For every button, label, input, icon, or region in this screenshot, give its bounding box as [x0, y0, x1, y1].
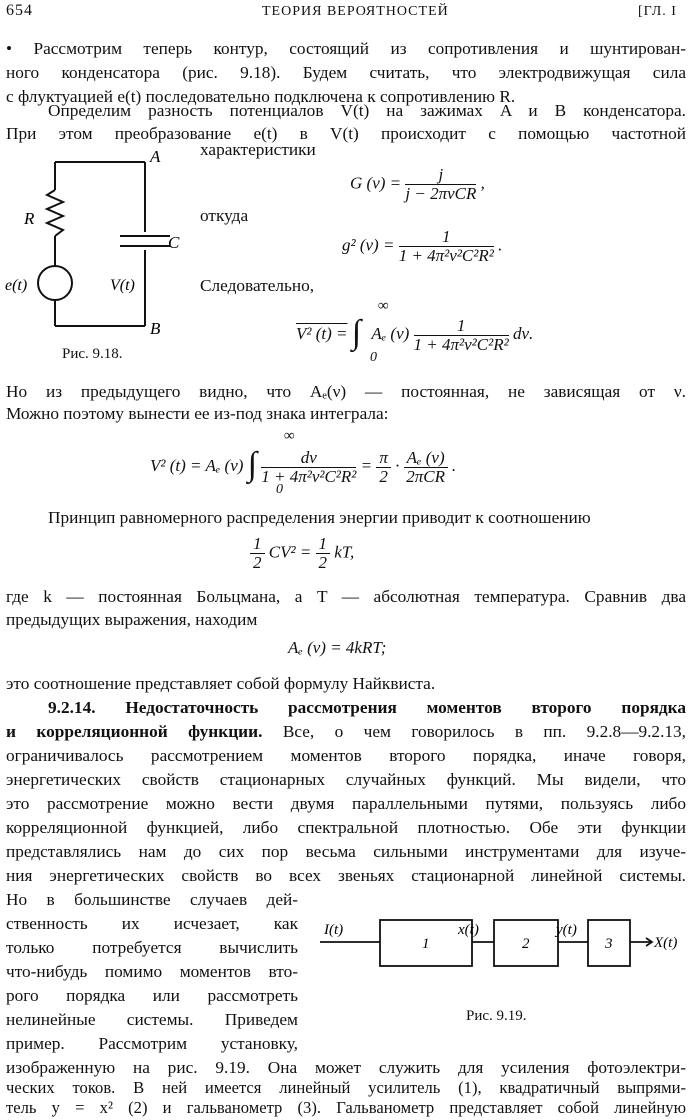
p7-line-5: представлялись нам до сих пор весьма сильными инструментами для изуче-	[6, 842, 686, 861]
p1-line-3: с флуктуацией e(t) последовательно подключена к сопротивлению R.	[6, 87, 516, 106]
p3-line-1: Но из предыдущего видно, что Aₑ(ν) — постоянная, не зависящая от ν.	[6, 382, 686, 401]
label-c: C	[168, 233, 180, 252]
resistor	[47, 190, 63, 236]
p7-line-1: ограничивалось рассмотрением моментов второго порядка, иначе говоря,	[6, 746, 686, 765]
block-3-label: 3	[605, 936, 613, 952]
p8-line-2: ческих токов. В ней имеется линейный усилитель (1), квадратичный выпрями-	[6, 1078, 686, 1097]
p8-narrow-1: Но в большинстве случаев дей-	[6, 890, 298, 909]
sledovatelno: Следовательно,	[200, 276, 315, 295]
p8-narrow-6: нелинейные системы. Приведем	[6, 1010, 298, 1029]
p2-line-1: Определим разность потенциалов V(t) на зажимах A и B конденсатора.	[48, 101, 686, 120]
output-label: X(t)	[654, 935, 678, 951]
p8-line-3: тель y = x² (2) и гальванометр (3). Гальванометр представляет собой линейную	[6, 1098, 686, 1117]
label-e: e(t)	[5, 277, 28, 294]
p2-line-3: характеристики	[200, 140, 316, 159]
figure-9-19	[318, 900, 694, 990]
section-number: 9.2.14.	[48, 698, 96, 717]
p5-line-2: предыдущих выражения, находим	[6, 610, 258, 629]
section-heading-line-1	[48, 696, 686, 720]
p7-line-3: это рассмотрение можно вести двумя параллельными путями, пользуясь либо	[6, 794, 686, 813]
p1-line-1: • Рассмотрим теперь контур, состоящий из сопротивления и шунтирован-	[6, 39, 686, 58]
emf-source	[38, 266, 72, 300]
x-label: x(t)	[458, 922, 479, 938]
p8-line-1: изображенную на рис. 9.19. Она может служить для усиления фотоэлектри-	[6, 1058, 686, 1077]
section-title-2: и корреляционной функции.	[6, 722, 263, 741]
y-label: y(t)	[556, 922, 577, 938]
p8-narrow-7: пример. Рассмотрим установку,	[6, 1034, 298, 1053]
chapter-marker: [ГЛ. I	[638, 4, 677, 19]
formula-equipartition: $\frac{1}{2}$ CV² = $\frac{1}{2}$ kT,	[250, 535, 354, 572]
block-2-label: 2	[522, 936, 530, 952]
otkuda: откуда	[200, 206, 249, 225]
label-a: A	[150, 150, 161, 166]
label-v: V(t)	[110, 277, 135, 294]
p7-line-6: ния энергетических свойств во всех звеньях стационарной линейной системы.	[6, 866, 686, 885]
p8-narrow-3: только потребуется вычислить	[6, 938, 298, 957]
formula-nyquist: Aₑ (ν) = 4kRT;	[288, 638, 387, 657]
p8-narrow-2: ственность их исчезает, как	[6, 914, 298, 933]
block-1-label: 1	[422, 936, 430, 952]
p6: это соотношение представляет собой формулу Найквиста.	[6, 674, 436, 693]
fig-9-19-caption: Рис. 9.19.	[466, 1008, 527, 1024]
running-title: ТЕОРИЯ ВЕРОЯТНОСТЕЙ	[262, 4, 449, 19]
section-heading-line-2	[6, 720, 686, 744]
section-title-1: Недостаточность рассмотрения моментов второго порядка	[125, 698, 686, 717]
formula-v2-constant: V² (t) = Aₑ (ν) ∫ ∞ 0 $\frac{d\nu}{\text{1 + 4π²ν²C²R²}}$ = $\frac{\pi}{2}$ · $\frac{\text{Aₑ (ν)}}{\text{2πCR}}$ .	[150, 428, 457, 497]
p8-narrow-5: рого порядка или рассмотреть	[6, 986, 298, 1005]
label-r: R	[24, 209, 35, 228]
p2-line-2: При этом преобразование e(t) в V(t) происходит с помощью частотной	[6, 124, 686, 143]
p4: Принцип равномерного распределения энергии приводит к соотношению	[48, 508, 591, 527]
p1-line-2: ного конденсатора (рис. 9.18). Будем считать, что электродвижущая сила	[6, 63, 686, 82]
p8-narrow-4: что-нибудь помимо моментов вто-	[6, 962, 298, 981]
fig-9-18-caption: Рис. 9.18.	[62, 346, 123, 362]
p3-line-2: Можно поэтому вынести ее из-под знака интеграла:	[6, 404, 389, 423]
p7-tail-1: Все, о чем говорилось в пп. 9.2.8—9.2.13,	[282, 722, 686, 741]
p7-line-2: энергетических свойств стационарных случайных функций. Мы видели, что	[6, 770, 686, 789]
formula-v2-integral: V² (t) = ∫ ∞ 0 Aₑ (ν) $\frac{1}{\text{1 + 4π²ν²C²R²}}$ dν.	[296, 298, 534, 365]
page-number: 654	[6, 2, 33, 19]
formula-g: G (ν) = $\frac{j}{\text{j − 2πνCR}}$ ,	[350, 165, 485, 203]
label-b: B	[150, 319, 161, 338]
input-label: I(t)	[324, 922, 344, 938]
figure-9-18	[0, 150, 200, 360]
formula-g2: g² (ν) = $\frac{1}{\text{1 + 4π²ν²C²R²}}$ .	[342, 227, 503, 265]
p5-line-1: где k — постоянная Больцмана, а T — абсолютная температура. Сравнив два	[6, 587, 686, 606]
p7-line-4: корреляционной функцией, либо спектральной плотностью. Обе эти функции	[6, 818, 686, 837]
